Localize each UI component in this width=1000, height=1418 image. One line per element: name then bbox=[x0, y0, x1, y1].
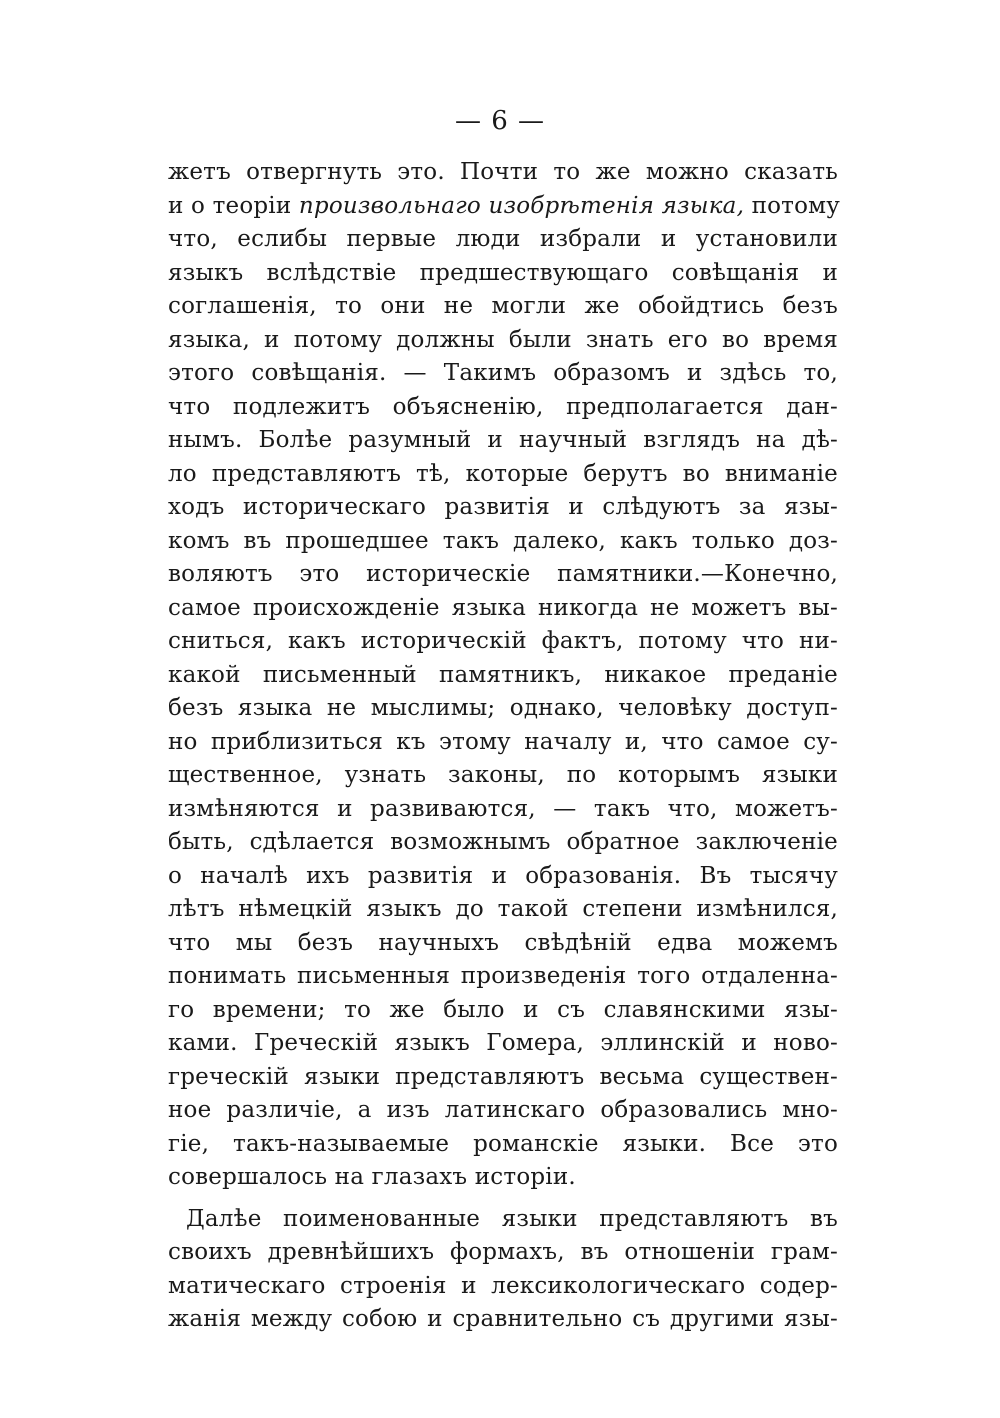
page-number: — 6 — bbox=[454, 106, 546, 136]
text-line: комъ въ прошедшее такъ далеко, какъ только доз- bbox=[168, 527, 838, 554]
paragraph-gap bbox=[168, 1195, 838, 1203]
text-line: безъ языка не мыслимы; однако, человѣку доступ- bbox=[168, 695, 838, 721]
text-line: ходъ историческаго развитія и слѣдуютъ за язы- bbox=[168, 494, 838, 520]
text-line: но приблизиться къ этому началу и, что самое су- bbox=[168, 728, 838, 755]
text-line: греческій языки представляютъ весьма существен- bbox=[168, 1063, 838, 1090]
text-line: что мы безъ научныхъ свѣдѣній едва можемъ bbox=[168, 929, 838, 956]
text-line: что, еслибы первые люди избрали и установили bbox=[168, 226, 838, 252]
text-line: самое происхожденіе языка никогда не можетъ вы- bbox=[168, 594, 838, 621]
italic-term: произвольнаго изобрѣтенія языка, bbox=[298, 192, 745, 219]
text-line: ло представляютъ тѣ, которые берутъ во вниманіе bbox=[168, 460, 838, 487]
text-line: ное различіе, а изъ латинскаго образовались мно- bbox=[168, 1097, 838, 1123]
text-line: этого совѣщанія. — Такимъ образомъ и здѣсь то, bbox=[168, 360, 838, 386]
text-line: языкъ вслѣдствіе предшествующаго совѣщанія и bbox=[168, 259, 838, 286]
text-line: нымъ. Болѣе разумный и научный взглядъ на дѣ- bbox=[168, 427, 838, 453]
text-line: соглашенія, то они не могли же обойдтись безъ bbox=[168, 293, 838, 319]
body-text bbox=[168, 156, 838, 1337]
paragraph-2 bbox=[168, 1203, 838, 1337]
text-line: ками. Греческій языкъ Гомера, эллинскій и ново- bbox=[168, 1030, 838, 1056]
text-line: измѣняются и развиваются, — такъ что, можетъ- bbox=[168, 795, 838, 822]
text-line: сниться, какъ историческій фактъ, потому что ни- bbox=[168, 628, 838, 654]
text-line bbox=[168, 190, 838, 224]
text-line: Далѣе поименованные языки представляютъ въ bbox=[186, 1205, 838, 1232]
text-line: воляютъ это историческіе памятники.—Конечно, bbox=[168, 561, 838, 587]
text-line: какой письменный памятникъ, никакое преданіе bbox=[168, 661, 838, 688]
text-line: лѣтъ нѣмецкій языкъ до такой степени измѣнился, bbox=[168, 896, 838, 922]
text-line: жетъ отвергнуть это. Почти то же можно сказать bbox=[168, 159, 838, 185]
text-line: понимать письменныя произведенія того отдаленна- bbox=[168, 963, 838, 989]
paragraph-1 bbox=[168, 156, 838, 1195]
text-line: матическаго строенія и лексикологическаго содер- bbox=[168, 1272, 838, 1299]
text-line: языка, и потому должны были знать его во время bbox=[168, 326, 838, 353]
text-line: что подлежитъ объясненію, предполагается дан- bbox=[168, 393, 838, 420]
text-line: быть, сдѣлается возможнымъ обратное заключеніе bbox=[168, 829, 838, 855]
text-line: своихъ древнѣйшихъ формахъ, въ отношеніи грам- bbox=[168, 1239, 838, 1265]
text-line: щественное, узнать законы, по которымъ языки bbox=[168, 762, 838, 788]
text-line: совершалось на глазахъ исторіи. bbox=[168, 1164, 576, 1190]
text-line: гіе, такъ-называемые романскіе языки. Все это bbox=[168, 1130, 838, 1157]
text-segment: и о теоріи bbox=[168, 192, 299, 219]
text-line: го времени; то же было и съ славянскими язы- bbox=[168, 996, 838, 1023]
text-segment: потому bbox=[744, 192, 840, 219]
text-line: жанія между собою и сравнительно съ другими язы- bbox=[168, 1306, 838, 1332]
text-line: о началѣ ихъ развитія и образованія. Въ тысячу bbox=[168, 862, 838, 889]
